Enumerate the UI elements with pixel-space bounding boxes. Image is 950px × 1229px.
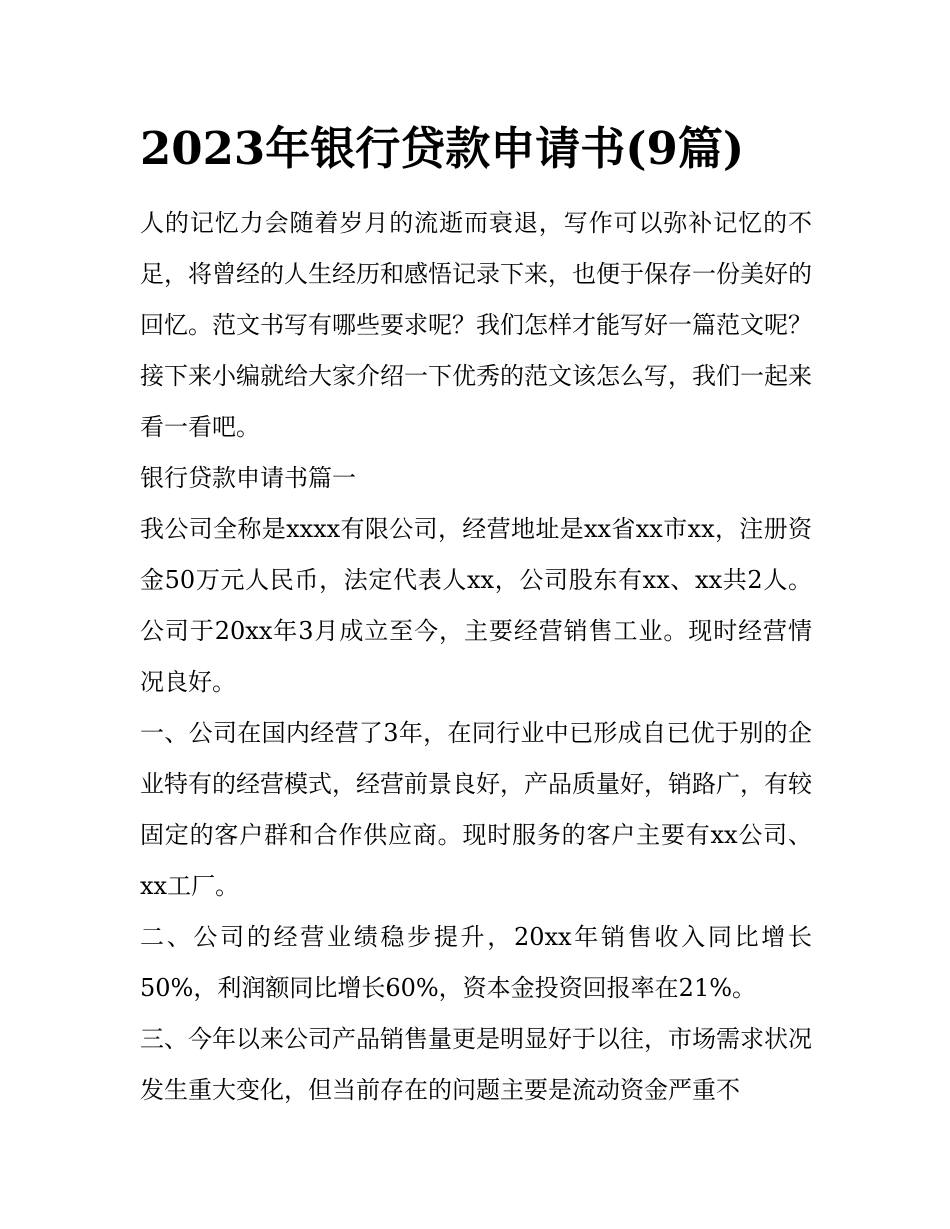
paragraph-point-two: 二、公司的经营业绩稳步提升，20xx年销售收入同比增长50%，利润额同比增长60%，资本金投资回报率在21%。 (140, 923, 812, 1002)
intro-paragraph: 人的记忆力会随着岁月的流逝而衰退，写作可以弥补记忆的不足，将曾经的人生经历和感悟记录下来，也便于保存一份美好的回忆。范文书写有哪些要求呢？我们怎样才能写好一篇范文呢？接下来小编就给大家介绍一下优秀的范文该怎么写，我们一起来看一看吧。 (140, 209, 812, 441)
section-heading: 银行贷款申请书篇一 (140, 464, 356, 492)
paragraph-point-three: 三、今年以来公司产品销售量更是明显好于以往，市场需求状况发生重大变化，但当前存在的问题主要是流动资金严重不 (140, 1025, 812, 1104)
paragraph-point-one: 一、公司在国内经营了3年，在同行业中已形成自已优于别的企业特有的经营模式，经营前景良好，产品质量好，销路广，有较固定的客户群和合作供应商。现时服务的客户主要有xx公司、xx工厂。 (140, 719, 812, 900)
document-body (140, 198, 812, 1116)
document-title: 2023年银行贷款申请书(9篇) (140, 122, 745, 175)
paragraph-company-info: 我公司全称是xxxx有限公司，经营地址是xx省xx市xx，注册资金50万元人民币，法定代表人xx，公司股东有xx、xx共2人。公司于20xx年3月成立至今，主要经营销售工业。现时经营情况良好。 (140, 515, 812, 696)
